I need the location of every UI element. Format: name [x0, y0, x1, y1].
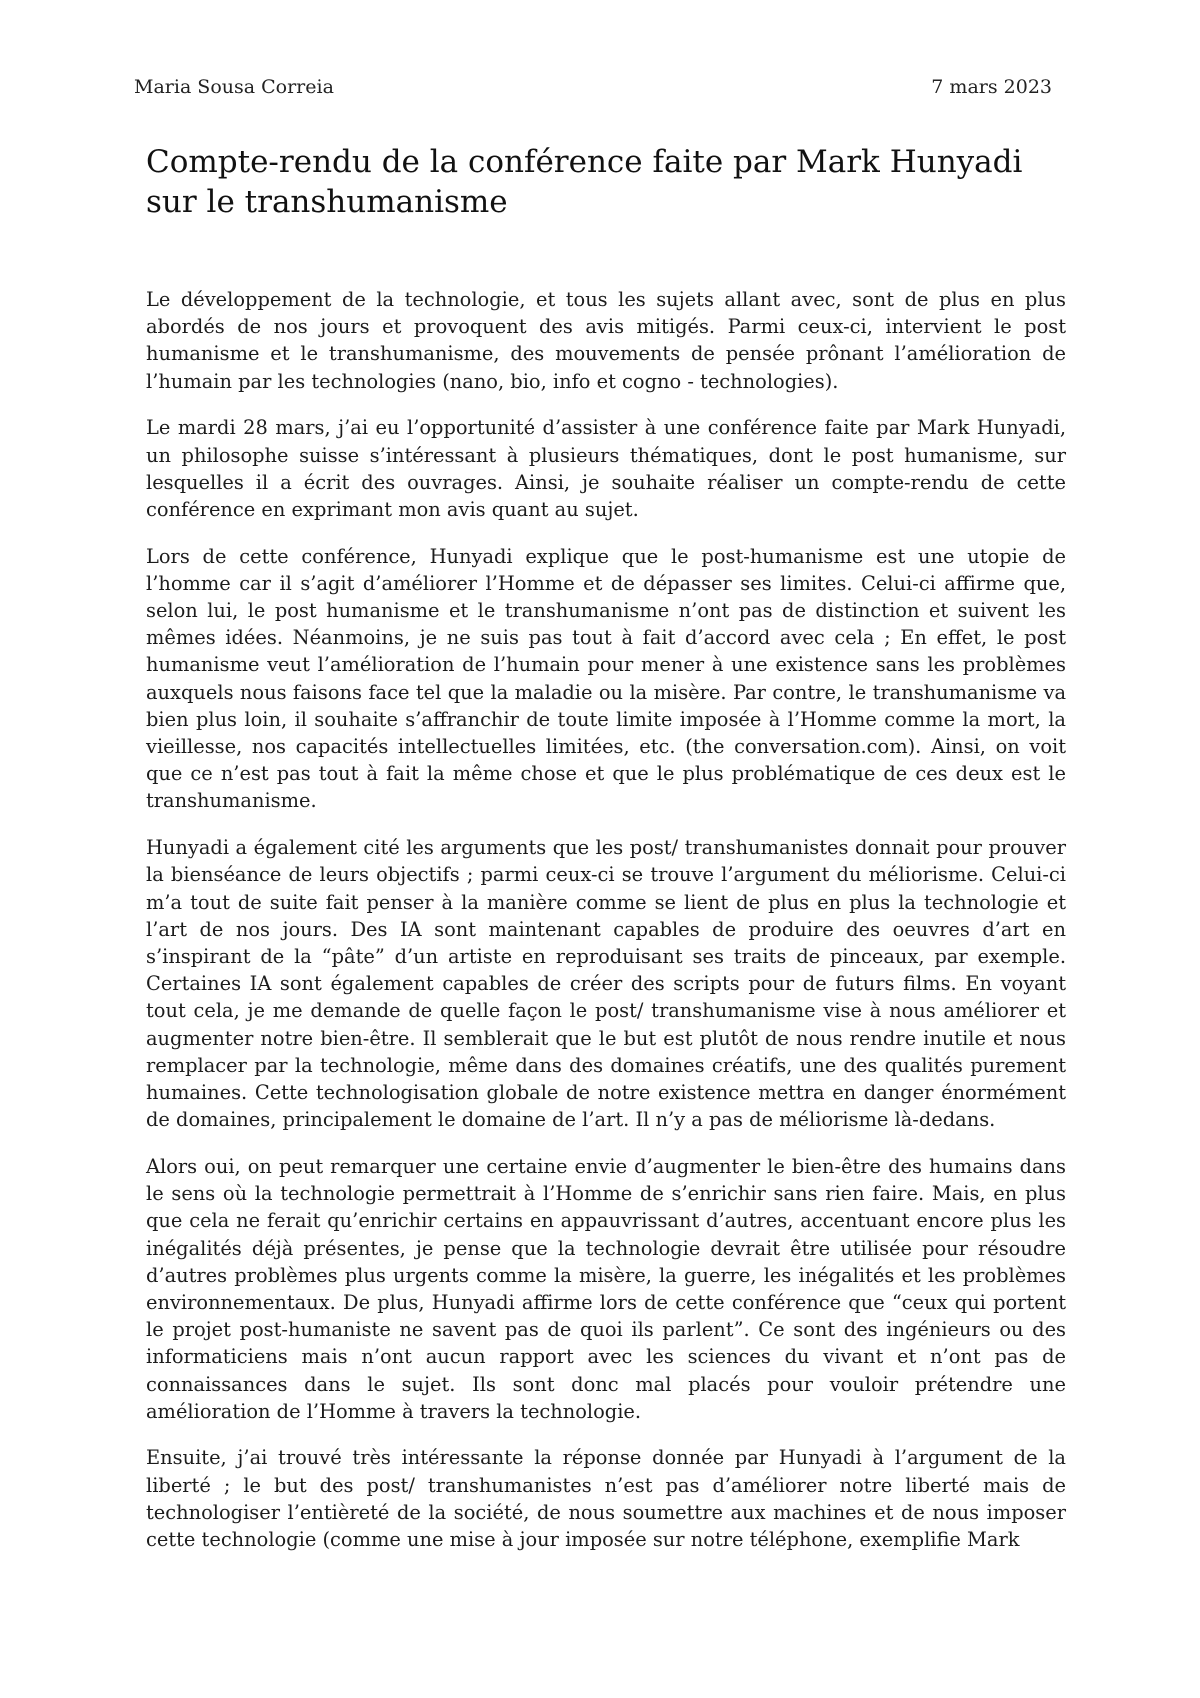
paragraph-meliorism: Hunyadi a également cité les arguments que les post/ transhumanistes donnait pour prouver la bienséance de leurs objectifs ; parmi ceux-ci se trouve l’argument du méliorisme. Celui-ci m’a tout de suite fait penser à la manière comme se lient de plus en plus la technologie et l’art de nos jours. Des IA sont maintenant capables de produire des oeuvres d’art en s’inspirant de la “pâte” d’un artiste en reproduisant ses traits de pinceaux, par exemple. Certaines IA sont également capables de créer des scripts pour de futurs films. En voyant tout cela, je me demande de quelle façon le post/ transhumanisme vise à nous améliorer et augmenter notre bien-être. Il semblerait que le but est plutôt de nous rendre inutile et nous remplacer par la technologie, même dans des domaines créatifs, une des qualités purement humaines. Cette technologisation globale de notre existence mettra en danger énormément de domaines, principalement le domaine de l’art. Il n’y a pas de méliorisme là-dedans.: [146, 836, 1066, 1132]
document-title: Compte-rendu de la conférence faite par Mark Hunyadi sur le transhumanisme: [146, 144, 1023, 220]
paragraph-intro: Le développement de la technologie, et tous les sujets allant avec, sont de plus en plus abordés de nos jours et provoquent des avis mitigés. Parmi ceux-ci, intervient le post humanisme et le transhumanisme, des mouvements de pensée prônant l’amélioration de l’humain par les technologies (nano, bio, info et cogno - technologies).: [146, 288, 1066, 393]
paragraph-posthumanism-distinction: Lors de cette conférence, Hunyadi explique que le post-humanisme est une utopie de l’homme car il s’agit d’améliorer l’Homme et de dépasser ses limites. Celui-ci affirme que, selon lui, le post humanisme et le transhumanisme n’ont pas de distinction et suivent les mêmes idées. Néanmoins, je ne suis pas tout à fait d’accord avec cela ; En effet, le post humanisme veut l’amélioration de l’humain pour mener à une existence sans les problèmes auxquels nous faisons face tel que la maladie ou la misère. Par contre, le transhumanisme va bien plus loin, il souhaite s’affranchir de toute limite imposée à l’Homme comme la mort, la vieillesse, nos capacités intellectuelles limitées, etc. (the conversation.com). Ainsi, on voit que ce n’est pas tout à fait la même chose et que le plus problématique de ces deux est le transhumanisme.: [146, 544, 1066, 813]
paragraph-conference: Le mardi 28 mars, j’ai eu l’opportunité d’assister à une conférence faite par Mark Hunyadi, un philosophe suisse s’intéressant à plusieurs thématiques, dont le post humanisme, sur lesquelles il a écrit des ouvrages. Ainsi, je souhaite réaliser un compte-rendu de cette conférence en exprimant mon avis quant au sujet.: [146, 416, 1066, 521]
paragraph-liberty: Ensuite, j’ai trouvé très intéressante la réponse donnée par Hunyadi à l’argument de la liberté ; le but des post/ transhumanistes n’est pas d’améliorer notre liberté mais de technologiser l’entièreté de la société, de nous soumettre aux machines et de nous imposer cette technologie (comme une mise à jour imposée sur notre téléphone, exemplifie Mark: [146, 1446, 1066, 1552]
author-name: Maria Sousa Correia: [134, 76, 334, 98]
document-date: 7 mars 2023: [931, 76, 1052, 98]
page-header: [134, 74, 1052, 100]
paragraph-wellbeing: Alors oui, on peut remarquer une certaine envie d’augmenter le bien-être des humains dans le sens où la technologie permettrait à l’Homme de s’enrichir sans rien faire. Mais, en plus que cela ne ferait qu’enrichir certains en appauvrissant d’autres, accentuant encore plus les inégalités déjà présentes, je pense que la technologie devrait être utilisée pour résoudre d’autres problèmes plus urgents comme la misère, la guerre, les inégalités et les problèmes environnementaux. De plus, Hunyadi affirme lors de cette conférence que “ceux qui portent le projet post-humaniste ne savent pas de quoi ils parlent”. Ce sont des ingénieurs ou des informaticiens mais n’ont aucun rapport avec les sciences du vivant et n’ont pas de connaissances dans le sujet. Ils sont donc mal placés pour vouloir prétendre une amélioration de l’Homme à travers la technologie.: [146, 1154, 1066, 1423]
document-body: [146, 286, 1066, 1573]
